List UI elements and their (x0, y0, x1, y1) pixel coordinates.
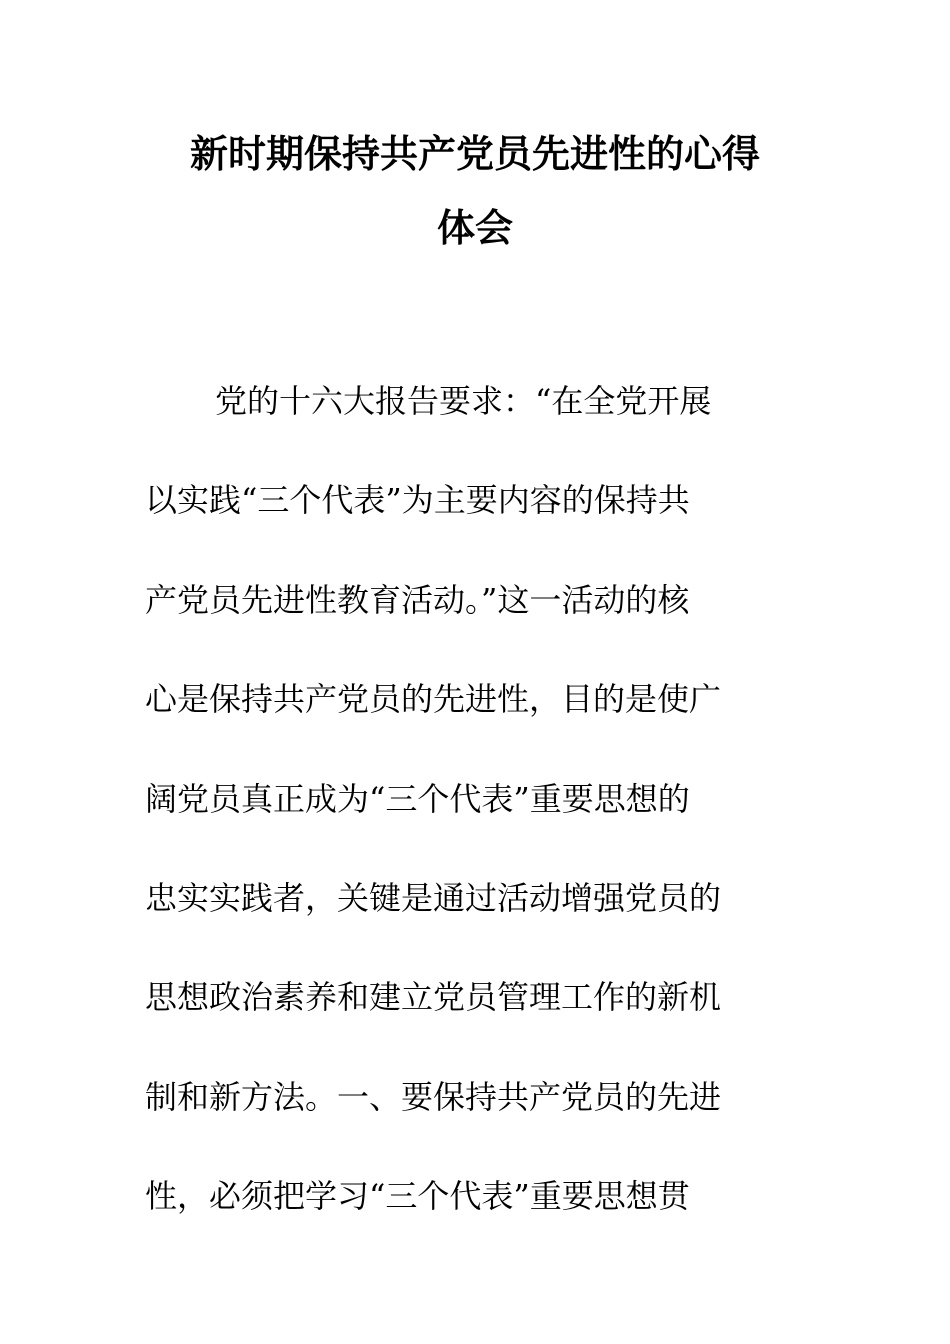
paragraph-line-7: 思想政治素养和建立党员管理工作的新机 (145, 978, 722, 1016)
paragraph-line-4: 心是保持共产党员的先进性，目的是使广 (145, 680, 722, 718)
paragraph-line-6: 忠实实践者，关键是通过活动增强党员的 (145, 879, 722, 917)
document-title-line-1: 新时期保持共产党员先进性的心得 (189, 132, 760, 176)
paragraph-line-1: 党的十六大报告要求：“在全党开展 (215, 382, 712, 420)
paragraph-line-8: 制和新方法。一、要保持共产党员的先进 (145, 1078, 722, 1116)
paragraph-line-5: 阔党员真正成为“三个代表”重要思想的 (145, 780, 690, 818)
document-title-line-2: 体会 (436, 206, 513, 250)
paragraph-line-2: 以实践“三个代表”为主要内容的保持共 (145, 481, 690, 519)
paragraph-line-3: 产党员先进性教育活动。”这一活动的核 (145, 581, 690, 619)
paragraph-line-9: 性，必须把学习“三个代表”重要思想贯 (145, 1177, 690, 1215)
